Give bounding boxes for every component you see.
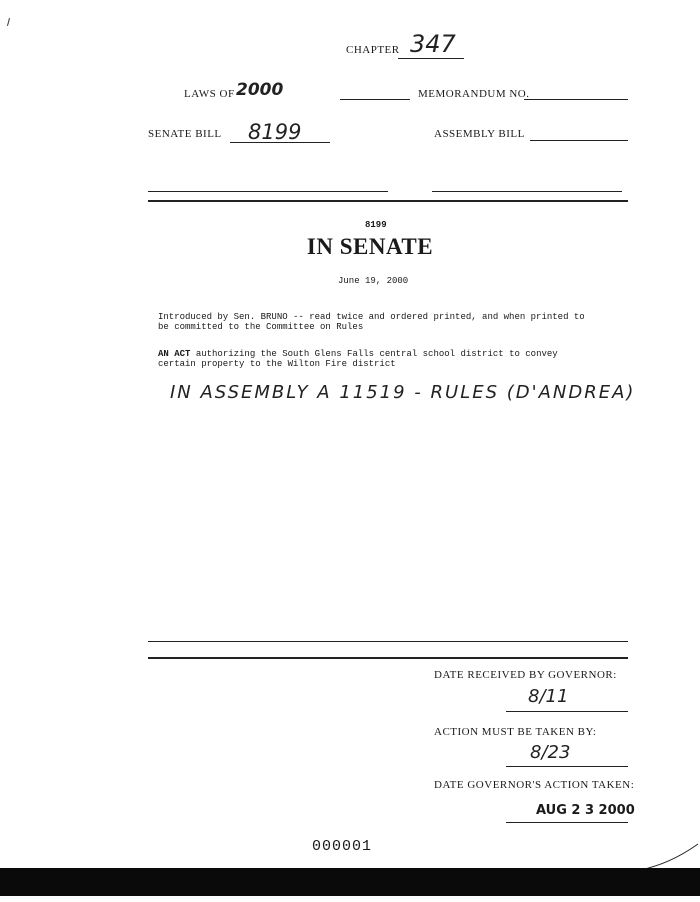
senate-bill-label: SENATE BILL <box>148 128 222 140</box>
act-prefix: AN ACT <box>158 349 191 359</box>
memo-blank-right <box>524 99 628 100</box>
chapter-number: 347 <box>410 30 456 58</box>
assembly-bill-label: ASSEMBLY BILL <box>434 128 525 140</box>
taken-label: DATE GOVERNOR'S ACTION TAKEN: <box>434 779 635 791</box>
stray-mark <box>7 18 10 26</box>
memo-blank-left <box>340 99 410 100</box>
chamber-heading: IN SENATE <box>306 234 434 259</box>
action-underline <box>506 766 628 767</box>
action-value: 8/23 <box>530 742 571 763</box>
chapter-label: CHAPTER <box>346 44 400 56</box>
scan-edge-bar <box>0 868 700 896</box>
header-rule-3 <box>148 200 628 202</box>
chapter-underline <box>398 58 464 59</box>
page-number: 000001 <box>312 838 373 855</box>
assembly-bill-underline <box>530 140 628 141</box>
body-rule-1 <box>148 641 628 642</box>
memo-label: MEMORANDUM NO. <box>418 88 530 100</box>
bill-number: 8199 <box>365 220 387 230</box>
introduced-text: Introduced by Sen. BRUNO -- read twice and ordered printed, and when printed to be committed to the Committee on Rules <box>158 312 585 332</box>
taken-underline <box>506 822 628 823</box>
laws-year: 2000 <box>236 80 284 100</box>
action-label: ACTION MUST BE TAKEN BY: <box>434 726 597 738</box>
body-rule-2 <box>148 657 628 659</box>
handwritten-assembly-note: IN ASSEMBLY A 11519 - RULES (D'ANDREA) <box>170 382 636 403</box>
received-label: DATE RECEIVED BY GOVERNOR: <box>434 669 617 681</box>
senate-bill-underline <box>230 142 330 143</box>
header-rule-2 <box>432 191 622 192</box>
taken-stamp: AUG 2 3 2000 <box>536 803 635 818</box>
bill-date: June 19, 2000 <box>338 276 409 286</box>
header-rule-1 <box>148 191 388 192</box>
act-text: authorizing the South Glens Falls central school district to convey certain property to the Wilton Fire district <box>158 349 558 369</box>
received-underline <box>506 711 628 712</box>
laws-label: LAWS OF <box>184 88 235 100</box>
senate-bill-number: 8199 <box>248 120 302 144</box>
received-value: 8/11 <box>528 686 569 707</box>
act-paragraph <box>158 349 598 369</box>
